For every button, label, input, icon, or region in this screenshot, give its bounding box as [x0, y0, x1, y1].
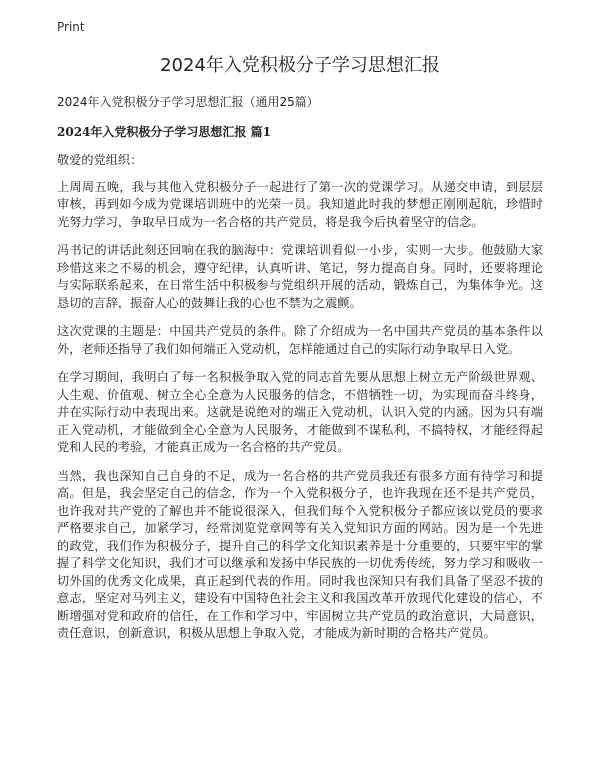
paragraph-2: 冯书记的讲话此刻还回响在我的脑海中：党课培训看似一小步，实则一大步。他鼓励大家珍惜这来之不易的机会，遵守纪律，认真听讲、笔记，努力提高自身。同时，还要将理论与实际联系起来，在日常生活中积极参与党组织开展的活动，锻炼自己，为集体争光。这恳切的言辞，振奋人心的鼓舞让我的心也不禁为之震颤。: [57, 243, 543, 310]
paragraph-4: 在学习期间，我明白了每一名积极争取入党的同志首先要从思想上树立无产阶级世界观、人生观、价值观、树立全心全意为人民服务的信念，不惜牺牲一切，为实现而奋斗终身，并在实际行动中表现出来。这就是说绝对的端正入党动机，认识入党的内涵。因为只有端正入党动机，才能做到全心全意为人民服务，才能做到不谋私利，不搞特权，才能经得起党和人民的考验，才能真正成为一名合格的共产党员。: [57, 370, 543, 454]
paragraph-1: 上周周五晚，我与其他入党积极分子一起进行了第一次的党课学习。从递交申请，到层层审核，再到如今成为党课培训班中的光荣一员。我知道此时我的梦想正刚刚起航，珍惜时光努力学习，争取早日成为一名合格的共产党员，将是我今后执着坚守的信念。: [57, 179, 543, 229]
document-body: [57, 94, 543, 654]
print-link[interactable]: Print: [57, 20, 85, 34]
salutation: 敬爱的党组织：: [57, 153, 143, 167]
paragraph-5: 当然，我也深知自己自身的不足，成为一名合格的共产党员我还有很多方面有待学习和提高。但是，我会坚定自己的信念，作为一个入党积极分子，也许我现在还不是共产党员，也许我对共产党的了解也并不能说很深入，但我们每个入党积极分子都应该以党员的要求严格要求自己，加紧学习，经常浏览党章网等有关入党知识方面的网站。因为是一个先进的政党，我们作为积极分子，提升自己的科学文化知识素养是十分重要的，只要牢牢的掌握了科学文化知识，我们才可以继承和发扬中华民族的一切优秀传统，努力学习和吸收一切外国的优秀文化成果，真正起到代表的作用。同时我也深知只有我们具备了坚忍不拔的意志，坚定对马列主义，建设有中国特色社会主义和我国改革开放现代化建设的信心，不断增强对党和政府的信任，在工作和学习中，牢固树立共产党员的政治意识，大局意识，责任意识，创新意识，积极从思想上争取入党，才能成为新时期的合格共产党员。: [57, 468, 543, 640]
document-subtitle: 2024年入党积极分子学习思想汇报（通用25篇）: [57, 95, 319, 109]
page-title: 2024年入党积极分子学习思想汇报: [160, 55, 440, 76]
section-heading: 2024年入党积极分子学习思想汇报 篇1: [57, 125, 271, 139]
paragraph-3: 这次党课的主题是：中国共产党员的条件。除了介绍成为一名中国共产党员的基本条件以外，老师还指导了我们如何端正入党动机，怎样能通过自己的实际行动争取早日入党。: [57, 324, 543, 356]
